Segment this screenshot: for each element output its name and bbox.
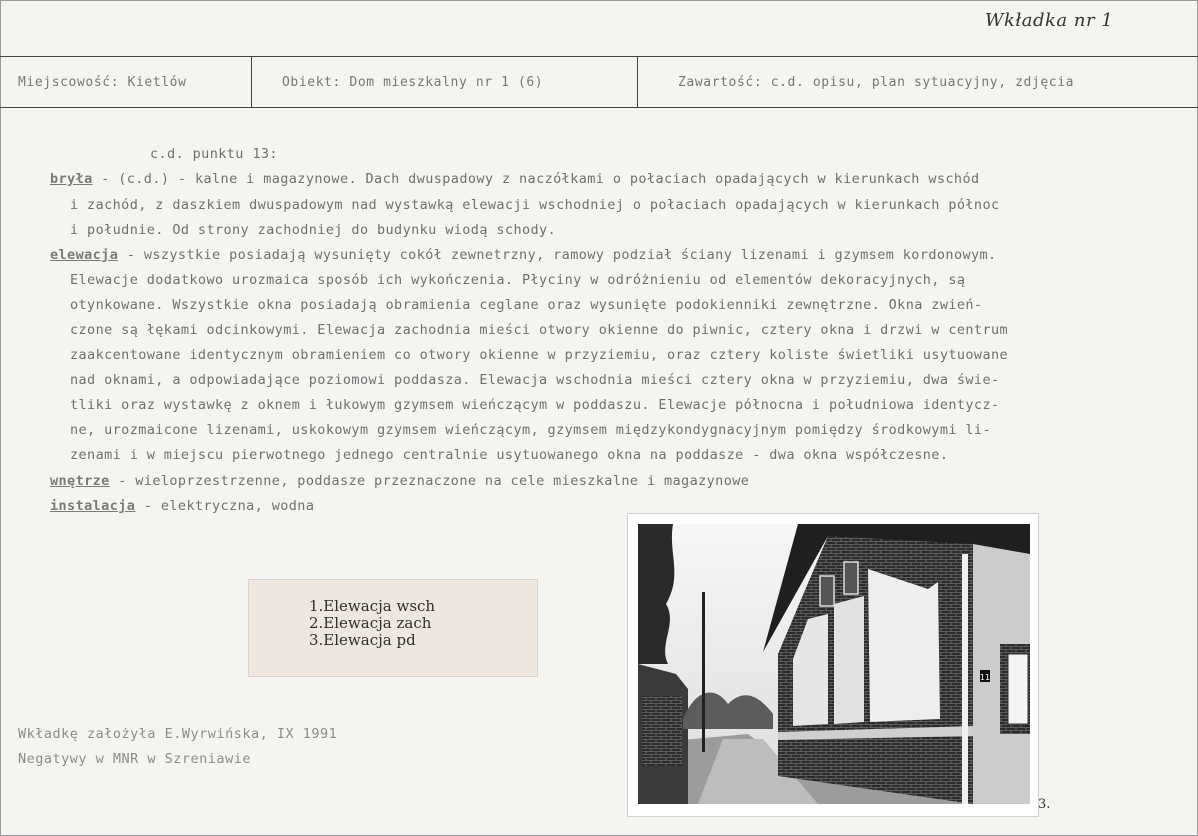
- footer-author: Wkładkę założyła E.Wyrwińska, IX 1991: [18, 726, 338, 742]
- elewacja-text-1: - wszystkie posiadają wysunięty cokół zewnetrzny, ramowy podział ściany lizenami i gzymsem kordonowym.: [118, 247, 997, 263]
- photo-list-item: 3.Elewacja pd: [309, 631, 416, 649]
- elewacja-line-4: czone są łękami odcinkowymi. Elewacja zachodnia mieści otwory okienne do piwnic, cztery okna i drzwi w centrum: [70, 322, 1009, 338]
- elewacja-line-8: ne, urozmaicone lizenami, uskokowym gzymsem wieńczącym, gzymsem międzykondygnacyjnym pomiędzy środkowymi li-: [70, 422, 991, 438]
- photo-list-item: 2.Elewacja zach: [309, 614, 432, 632]
- bryla-label: bryła: [50, 171, 93, 187]
- header-object: Obiekt: Dom mieszkalny nr 1 (6): [252, 57, 638, 107]
- photo-list-label: [248, 579, 538, 677]
- handwritten-note: Wkładka nr 1: [985, 10, 1114, 31]
- bryla-line-3: i południe. Od strony zachodniej do budynku wiodą schody.: [70, 222, 557, 238]
- house-number-plate: 11: [979, 673, 991, 682]
- house-photo-image: [628, 514, 1038, 816]
- header-locality: Miejscowość: Kietlów: [0, 57, 252, 107]
- wnetrze-text: - wieloprzestrzenne, poddasze przeznaczone na cele mieszkalne i magazynowe: [109, 473, 750, 489]
- elewacja-line-2: Elewacje dodatkowo urozmaica sposób ich wykończenia. Płyciny w odróżnieniu od elementów dekoracyjnych, są: [70, 272, 966, 288]
- wnetrze-line: [50, 473, 749, 489]
- instalacja-text: - elektryczna, wodna: [135, 498, 315, 514]
- wnetrze-label: wnętrze: [50, 473, 110, 489]
- bryla-line-1: [50, 171, 980, 187]
- elewacja-label: elewacja: [50, 247, 119, 263]
- bryla-text-1: - (c.d.) - kalne i magazynowe. Dach dwuspadowy z naczółkami o połaciach opadających w kierunkach wschód: [92, 171, 980, 187]
- photo-list: [309, 598, 435, 649]
- photo-list-item: 1.Elewacja wsch: [309, 597, 436, 615]
- elewacja-line-1: [50, 247, 997, 263]
- intro-line: c.d. punktu 13:: [150, 146, 278, 162]
- elewacja-line-6: nad oknami, a odpowiadające poziomowi poddasza. Elewacja wschodnia mieści cztery okna w przyziemiu, dwa świe-: [70, 372, 1000, 388]
- header-table: [0, 56, 1198, 108]
- elewacja-line-3: otynkowane. Wszystkie okna posiadają obramienia ceglane oraz wysunięte podokienniki zewnętrzne. Okna zwień-: [70, 297, 983, 313]
- bryla-line-2: i zachód, z daszkiem dwuspadowym nad wystawką elewacji wschodniej o połaciach opadających w kierunkach północ: [70, 197, 1000, 213]
- footer-negatives: Negatywy w MNR w Szreniawie: [18, 751, 251, 767]
- photo-number: 3.: [1038, 797, 1051, 812]
- elewacja-line-9: zenami i w miejscu pierwotnego jednego centralnie usytuowanego okna na poddasze - dwa okna współczesne.: [70, 447, 949, 463]
- elewacja-line-5: zaakcentowane identycznym obramieniem co otwory okienne w przyziemiu, oraz cztery koliste świetliki usytuowane: [70, 347, 1009, 363]
- header-contents: Zawartość: c.d. opisu, plan sytuacyjny, zdjęcia: [678, 74, 1075, 90]
- elewacja-line-7: tliki oraz wystawkę z oknem i łukowym gzymsem wieńczącym w poddaszu. Elewacje północna i południowa identycz-: [70, 397, 1000, 413]
- instalacja-line: [50, 498, 314, 514]
- instalacja-label: instalacja: [50, 498, 136, 514]
- house-photo: [627, 513, 1039, 817]
